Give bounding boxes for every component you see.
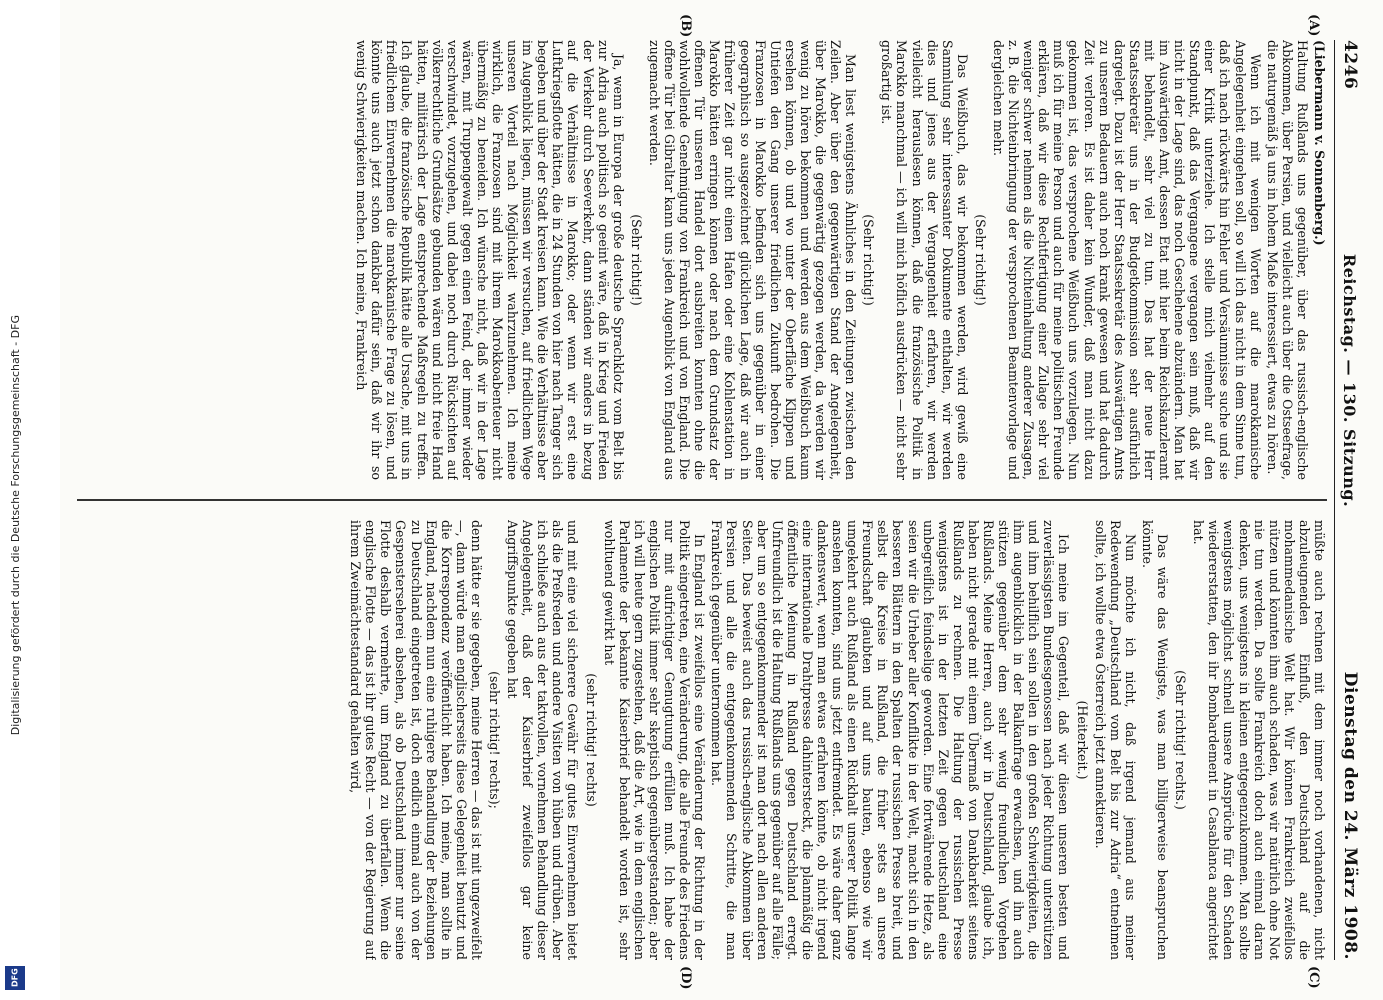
paragraph: In England ist zweifellos eine Veränderung der Richtung in der Politik eingetreten, eine Veränderung, die alle Freunde des Friedens nur mit aufrichtiger Genugtuung erfüllen muß. Ich habe der englischen Politik immer sehr skeptisch gegenübergestanden; aber ich will heute gern zugestehen, daß die Art, wie in dem englischen Parlamente der bekannte Kaiserbrief behandelt worden ist, sehr wohltuend gewirkt hat bbox=[601, 520, 708, 960]
paragraph: Nun möchte ich nicht, daß irgend jemand aus meiner Redewendung „Deutschland vom Belt bis zur Adria“ entnehmen sollte, ich wollte etwa Österreich jetzt annektieren. bbox=[1092, 520, 1138, 960]
interjection: (sehr richtig! rechts) bbox=[583, 673, 599, 807]
margin-mark-c: (C) bbox=[1306, 966, 1321, 989]
left-column bbox=[77, 40, 1327, 480]
margin-mark-b: (B) bbox=[678, 14, 693, 38]
paragraph: Ich meine im Gegenteil, daß wir diesen unseren besten und zuverlässigsten Bundesgenossen nach jeder Richtung unterstützen und ihm behilflich sein sollen in den großen Schwierigkeiten, die ihm augenblicklich in der Balkanfrage erwachsen, und ihn auch stützen gegenüber dem sehr wenig freundlichen Vorgehen Rußlands. Meine Herren, auch wir in Deutschland, glaube ich, haben nicht gerade mit einem Übermaß von Dankbarkeit seitens Rußlands zu rechnen. Die Haltung der russischen Presse wenigstens ist in der letzten Zeit gegen Deutschland eine unbegreiflich feindselige geworden. Eine fortwährende Hetze, als seien wir die Urheber aller Konflikte in der Welt, macht sich in den besseren Blättern in den Spalten der russischen Presse breit, und selbst die Kreise in Rußland, die früher stets an unsere Freundschaft glaubten und auf uns bauten, ebenso wie wir umgekehrt auch Rußland als einen Rückhalt unserer Politik lange ansehen konnten, sind uns jetzt entfremdet. Es wäre daher ganz dankenswert, wenn man etwas erfahren könnte, ob nicht irgend eine internationale Drahtpresse dahintersteckt, die planmäßig die öffentliche Meinung in Rußland gegen Deutschland erregt. Unfreundlich ist die Haltung Rußlands uns gegenüber auf alle Fälle; aber um so entgegenkommender ist man dort nach allen anderen Seiten. Das beweist auch das russisch-englische Abkommen über Persien und alle die entgegenkommenden Schritte, die man Frankreich gegenüber unternommen hat. bbox=[709, 520, 1072, 960]
paragraph: und mit eine viel sicherere Gewähr für gutes Einvernehmen bietet als die Preßreden und andere Visiten von hüben und drüben. Aber ich schließe auch aus der taktvollen, vornehmen Behandlung dieser Angelegenheit, daß der Kaiserbrief zweifellos gar keine Angriffspunkte gegeben hat bbox=[505, 520, 581, 960]
paragraph: Haltung Rußlands uns gegenüber, über das russisch-englische Abkommen, über Persien, und vielleicht auch über die Ostseefrage, die naturgemäß ja uns in hohem Maße interessiert, etwas zu hören. bbox=[1264, 40, 1310, 480]
interjection: (Sehr richtig!) bbox=[972, 214, 988, 306]
interjection: (Heiterkeit.) bbox=[1074, 700, 1090, 780]
page-header bbox=[1334, 40, 1365, 960]
paragraph: denn hätte er sie gegeben, meine Herren — das ist mit ungezweifelt —, dann würde man englischerseits diese Gelegenheit benutzt und die Korrespondenz veröffentlicht haben. Ich meine, man sollte in England, nachdem nun eine ruhigere Behandlung der Beziehungen zu Deutschland eingetreten ist, doch endlich einmal auch von der Gespensterseherei absehen, als ob Deutschland immer nur seine Flotte deshalb vermehrte, um England zu überfallen. Wenn die englische Flotte — das ist ihr gutes Recht — von der Regierung auf ihrem Zweimächtestandard gehalten wird, bbox=[348, 520, 484, 960]
paragraph: Das wäre das Wenigste, was man billigerweise beanspruchen könnte. bbox=[1139, 520, 1171, 960]
column-divider bbox=[77, 499, 1327, 501]
speaker-name: (Liebermann v. Sonnenberg.) bbox=[1312, 40, 1327, 246]
footer-text: Digitalisierung gefördert durch die Deutsche Forschungsgemeinschaft - DFG bbox=[8, 314, 22, 736]
paragraph: Man liest wenigstens Ähnliches in den Zeitungen zwischen den Zeilen. Aber über den gegenwärtigen Stand der Angelegenheit, über Marokko, die gegenwärtig gezogen werden, da werden wir wenig zu hören bekommen und werden aus dem Weißbuch kaum ersehen können, ob und wo unter der Oberfläche Klippen und Untiefen den Gang unserer friedlichen Zukunft bedrohen. Die Franzosen in Marokko befinden sich uns gegenüber in einer geographisch so ausgezeichnet glücklichen Lage, daß wir auch in früherer Zeit gar nicht einen Hafen oder eine Kohlenstation in Marokko hätten erringen können oder nach dem Grundsatz der offenen Tür unseren Handel dort ausbreiten konnten ohne die wohlwollende Genehmigung von Frankreich und von England. Die offene Tür bei Gibraltar kann uns jeden Augenblick von England aus zugemacht werden. bbox=[646, 40, 859, 480]
paragraph: müßte auch rechnen mit dem immer noch vorhandenen, nicht abzuleugnenden Einfluß, den Deutschland auf die mohammedanische Welt hat. Wir können Frankreich zweifellos nützen und könnten ihm auch schaden, was wir natürlich ohne Not nie tun werden. Da sollte Frankreich doch auch einmal daran denken, uns wenigstens in kleinen entgegenzukommen. Man sollte wenigstens möglichst schnell unsere Ansprüche für den Schaden wiedererstatten, den ihr Bombardement in Casablanca angerichtet hat. bbox=[1191, 520, 1327, 960]
rotated-page bbox=[60, 0, 1383, 1000]
paragraph: Das Weißbuch, das wir bekommen werden, wird gewiß eine Sammlung sehr interessanter Dokumente enthalten, wir werden dies und jenes aus der Vergangenheit erfahren, wir werden vielleicht herauslesen können, daß die französische Politik in Marokko manchmal — ich will mich höflich ausdrücken — nicht sehr großartig ist. bbox=[879, 40, 970, 480]
dfg-logo: DFG bbox=[5, 966, 25, 990]
interjection: (sehr richtig! rechts); bbox=[487, 671, 503, 809]
session-date: Dienstag den 24. März 1908. bbox=[1340, 671, 1360, 960]
interjection: (Sehr richtig!) bbox=[628, 214, 644, 306]
page-number: 4246 bbox=[1340, 40, 1360, 90]
right-column bbox=[77, 520, 1327, 960]
margin-mark-a: (A) bbox=[1306, 14, 1321, 37]
digitization-footer bbox=[4, 60, 26, 990]
margin-mark-d: (D) bbox=[678, 966, 693, 990]
interjection: (Sehr richtig! rechts.) bbox=[1173, 670, 1189, 810]
session-title: Reichstag. — 130. Sitzung. bbox=[1340, 253, 1360, 508]
interjection: (Sehr richtig!) bbox=[861, 214, 877, 306]
paragraph: Wenn ich mit wenigen Worten auf die marokkanische Angelegenheit eingehen soll, so will ich das nicht in dem Sinne tun, daß ich nach rückwärts hin Fehler und Versäumnisse suche und sie einer Kritik unterziehe. Ich stelle mich vielmehr auf den Standpunkt, daß das Vergangene vergangen sein muß, daß wir nicht in der Lage sind, das noch Geschehene abzuändern. Man hat im Auswärtigen Amt, dessen Etat mit hier beim Reichskanzleramt mit behandelt, sehr viel zu tun. Das hat der neue Herr Staatssekretär uns in der Budgetkommission sehr ausführlich dargelegt. Dazu ist der Herr Staatssekretär des Auswärtigen Amts zu unserem Bedauern auch noch krank gewesen und hat dadurch Zeit verloren. Es ist daher kein Wunder, daß man nicht dazu gekommen ist, das versprochene Weißbuch uns vorzulegen. Nun muß ich für meine Person und auch für meine politischen Freunde erklären, daß wir diese Rechtfertigung einer Zulage sehr viel weniger schwer nehmen als die Nichteinhaltung anderer Zusagen, z. B. die Nichteinbringung der versprochenen Beamtenvorlage und dergleichen mehr. bbox=[991, 40, 1263, 480]
paragraph: Ja, wenn in Europa der große deutsche Sprachklotz vom Belt bis zur Adria auch politisch so geeint wäre, daß in Krieg und Frieden der Verkehr durch Seeverkehr, dann ständen wir anders in bezug auf die Verhältnisse in Marokko; oder wenn wir erst eine Luftkriegsflotte hätten, die in 24 Stunden von hier nach Tanger sich begeben und über der Stadt kreisen kann. Wie die Verhältnisse aber im Augenblick liegen, müssen wir versuchen, auf friedlichem Wege unseren Vorteil nach Möglichkeit wahrzunehmen. Ich meine wirklich, die Franzosen sind mit ihrem Marokkoabenteuer nicht übermäßig zu beneiden. Ich wünsche nicht, daß wir in der Lage wären, mit Truppengewalt gegen einen Feind, der immer wieder verschwindet, vorzugehen, und dabei noch durch Rücksichten auf völkerrechtliche Grundsätze gebunden wären und nicht freie Hand hätten, militärisch der Lage entsprechende Maßregeln zu treffen. Ich glaube, die französische Republik hätte alle Ursache, mit uns in friedlichem Einvernehmen die marokkanische Frage zu lösen, und könnte uns auch jetzt schon dankbar dafür sein, daß wir ihr so wenig Schwierigkeiten machen. Ich meine, Frankreich bbox=[354, 40, 626, 480]
